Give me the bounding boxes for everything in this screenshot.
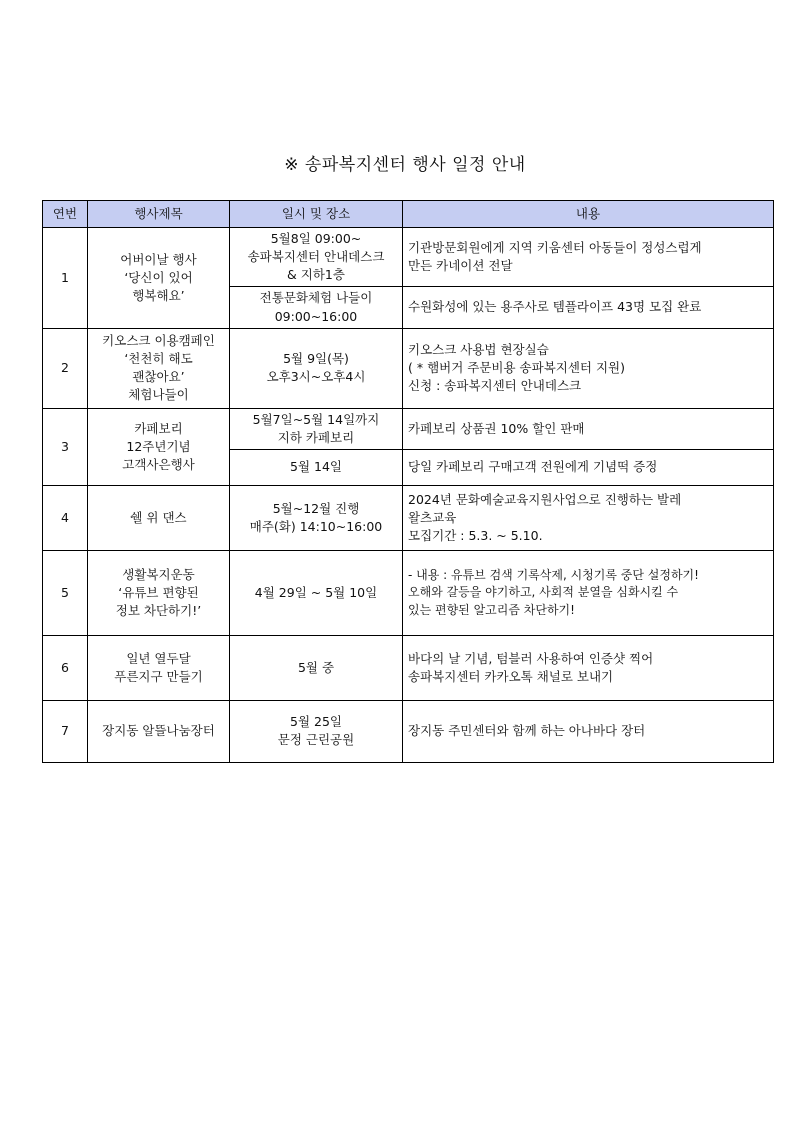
content-line: ( * 햄버거 주문비용 송파복지센터 지원) (408, 360, 625, 376)
event-title-line: 키오스크 이용캠페인 (102, 332, 215, 348)
content-line: 당일 카페보리 구매고객 전원에게 기념떡 증정 (408, 459, 658, 475)
event-title (88, 485, 230, 550)
event-title (88, 700, 230, 762)
content-line: 왈츠교육 (408, 509, 457, 525)
datetime-line: 5월 14일 (290, 459, 342, 475)
event-title-line: 어버이날 행사 (120, 251, 197, 267)
datetime-line: 5월 9일(목) (283, 351, 349, 366)
content-line: 카페보리 상품권 10% 할인 판매 (408, 420, 585, 436)
content-line: 기관방문회원에게 지역 키움센터 아동들이 정성스럽게 (408, 240, 702, 256)
header-datetime-place: 일시 및 장소 (230, 201, 403, 228)
content-line: 바다의 날 기념, 텀블러 사용하여 인증샷 찍어 (408, 650, 654, 666)
row-number: 2 (43, 328, 88, 408)
datetime-line: 문정 근린공원 (277, 732, 355, 748)
event-title (88, 408, 230, 485)
header-content: 내용 (403, 201, 774, 228)
row-number: 6 (43, 635, 88, 700)
event-title-line: 괜찮아요’ (132, 369, 185, 385)
table-row (43, 485, 774, 550)
row-number: 5 (43, 550, 88, 635)
event-datetime (230, 550, 403, 635)
event-title-line: 고객사은행사 (122, 456, 195, 472)
event-title-line: 쉘 위 댄스 (130, 509, 187, 525)
content-line: 장지동 주민센터와 함께 하는 아나바다 장터 (408, 723, 646, 739)
datetime-line: 전통문화체험 나들이 (259, 290, 373, 306)
event-content (403, 485, 774, 550)
content-line: - 내용 : 유튜브 검색 기록삭제, 시청기록 중단 설정하기! (408, 567, 699, 582)
event-title-line: 장지동 알뜰나눔장터 (102, 723, 215, 739)
datetime-line: 09:00~16:00 (274, 308, 358, 324)
event-content (403, 550, 774, 635)
table-row (43, 635, 774, 700)
datetime-line: & 지하1층 (287, 267, 345, 283)
event-title (88, 550, 230, 635)
event-title (88, 228, 230, 329)
row-number: 7 (43, 700, 88, 762)
event-title-line: 행복해요’ (132, 287, 185, 303)
event-title-line: 카페보리 (134, 420, 183, 436)
row-number: 1 (43, 228, 88, 329)
event-datetime (230, 635, 403, 700)
content-line: 오해와 갈등을 야기하고, 사회적 분열을 심화시킬 수 (408, 585, 679, 600)
event-content (403, 287, 774, 328)
event-title (88, 635, 230, 700)
event-content (403, 328, 774, 408)
content-line: 키오스크 사용법 현장실습 (408, 341, 549, 357)
event-title-line: ‘천천히 해도 (124, 351, 193, 366)
event-title-line: 생활복지운동 (122, 566, 195, 582)
content-line: 송파복지센터 카카오톡 채널로 보내기 (408, 668, 614, 684)
table-row (43, 700, 774, 762)
event-datetime (230, 287, 403, 328)
datetime-line: 5월7일~5월 14일까지 (252, 411, 380, 427)
event-title-line: 정보 차단하기!’ (115, 602, 202, 618)
content-line: 2024년 문화예술교육지원사업으로 진행하는 발레 (408, 491, 682, 507)
table-row (43, 228, 774, 287)
page-title: ※ 송파복지센터 행사 일정 안내 (284, 155, 526, 175)
header-event-title: 행사제목 (88, 201, 230, 228)
content-line: 수원화성에 있는 용주사로 템플라이프 43명 모집 완료 (408, 299, 702, 315)
event-schedule-table (42, 200, 774, 763)
event-datetime (230, 700, 403, 762)
table-row (43, 328, 774, 408)
row-number: 3 (43, 408, 88, 485)
event-title-line: 12주년기념 (126, 438, 191, 454)
event-content (403, 449, 774, 485)
datetime-line: 4월 29일 ~ 5월 10일 (254, 584, 378, 600)
event-datetime (230, 408, 403, 449)
header-no: 연번 (43, 201, 88, 228)
table-row (43, 408, 774, 449)
event-datetime (230, 485, 403, 550)
table-row (43, 550, 774, 635)
content-line: 만든 카네이션 전달 (408, 258, 513, 274)
event-datetime (230, 449, 403, 485)
event-title-line: 일년 열두달 (126, 650, 191, 666)
datetime-line: 매주(화) 14:10~16:00 (249, 518, 383, 534)
event-title (88, 328, 230, 408)
event-content (403, 700, 774, 762)
event-title-line: ‘당신이 있어 (124, 269, 193, 285)
datetime-line: 송파복지센터 안내데스크 (247, 249, 385, 265)
event-content (403, 228, 774, 287)
event-title-line: 체험나들이 (128, 387, 189, 403)
event-datetime (230, 228, 403, 287)
datetime-line: 오후3시~오후4시 (266, 369, 366, 385)
datetime-line: 5월~12월 진행 (272, 500, 360, 516)
event-title-line: 푸른지구 만들기 (114, 668, 203, 684)
datetime-line: 5월8일 09:00~ (270, 231, 362, 246)
event-content (403, 635, 774, 700)
datetime-line: 5월 중 (297, 659, 335, 675)
row-number: 4 (43, 485, 88, 550)
datetime-line: 지하 카페보리 (277, 429, 355, 445)
event-datetime (230, 328, 403, 408)
table-header-row (43, 201, 774, 228)
event-content (403, 408, 774, 449)
content-line: 신청 : 송파복지센터 안내데스크 (408, 378, 582, 394)
content-line: 모집기간 : 5.3. ~ 5.10. (408, 527, 543, 543)
event-title-line: ‘유튜브 편향된 (118, 584, 199, 600)
datetime-line: 5월 25일 (290, 714, 342, 730)
content-line: 있는 편향된 알고리즘 차단하기! (408, 602, 575, 617)
